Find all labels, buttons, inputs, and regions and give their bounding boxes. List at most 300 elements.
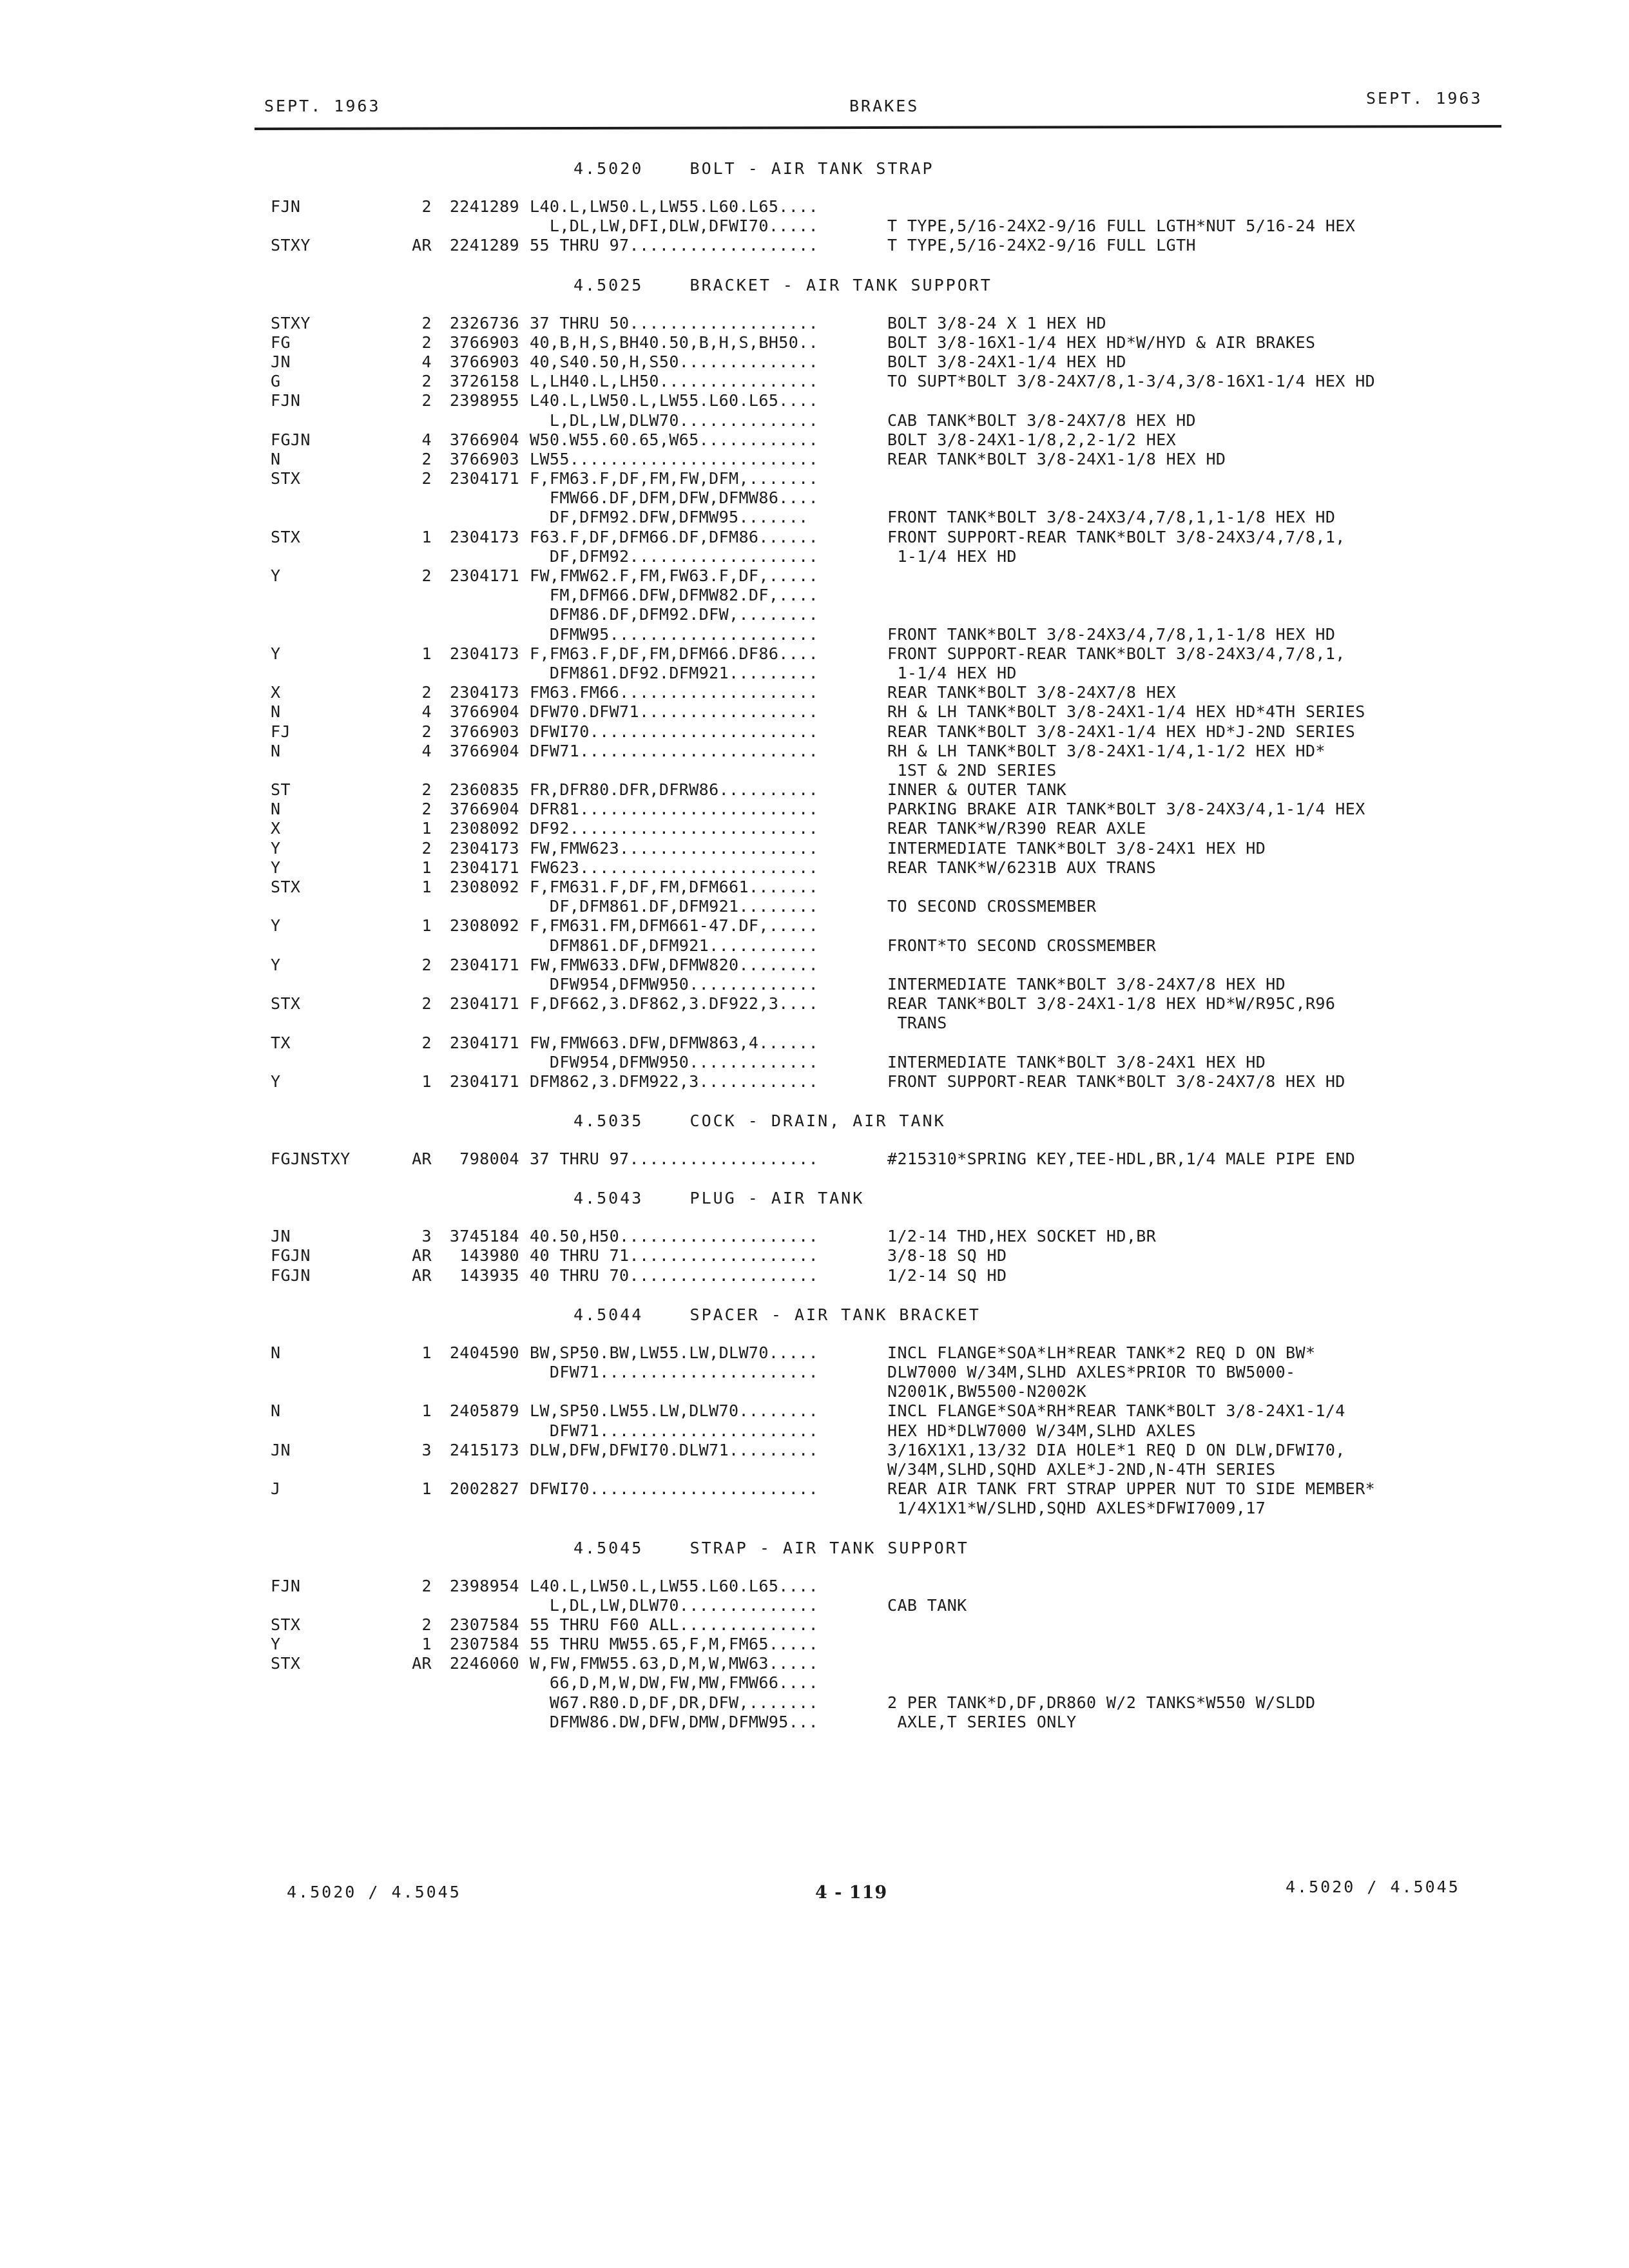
- part-description: [887, 197, 1480, 216]
- part-row: [271, 819, 1495, 838]
- part-description: BOLT 3/8-24 X 1 HEX HD: [887, 313, 1106, 332]
- quantity: 2: [421, 566, 432, 585]
- part-description: INCL FLANGE*SOA*LH*REAR TANK*2 REQ D ON BW*: [887, 1343, 1316, 1362]
- model-codes: [271, 488, 390, 508]
- part-number: 2304171: [449, 566, 519, 585]
- part-description: CAB TANK*BOLT 3/8-24X7/8 HEX HD: [887, 410, 1196, 430]
- applicable-models: [530, 1014, 887, 1033]
- model-codes: [271, 1713, 390, 1732]
- model-codes: [271, 1421, 390, 1441]
- quantity: [390, 625, 432, 644]
- column-gap: [519, 702, 530, 722]
- part-row: [271, 450, 1495, 469]
- applicable-models: [530, 761, 887, 780]
- part-row: [271, 1401, 1495, 1421]
- column-gap: [519, 644, 530, 664]
- part-row: [271, 1460, 1495, 1479]
- part-description: REAR TANK*W/6231B AUX TRANS: [887, 858, 1157, 877]
- model-codes: [271, 1363, 390, 1382]
- part-row: [271, 566, 1495, 586]
- header-rule: [255, 125, 1501, 130]
- part-description: [887, 391, 1480, 410]
- column-gap: [519, 839, 530, 858]
- column-gap: [519, 197, 530, 216]
- model-codes: FJN: [271, 197, 301, 216]
- applicable-models: L,LH40.L,LH50................: [530, 372, 819, 391]
- part-number: 2241289: [449, 197, 519, 216]
- applicable-models: L40.L,LW50.L,LW55.L60.L65....: [530, 391, 819, 410]
- model-codes: [271, 625, 390, 644]
- model-codes: N: [271, 702, 281, 722]
- column-gap: [519, 566, 530, 586]
- quantity: 2: [421, 332, 432, 352]
- applicable-models: 40.50,H50....................: [530, 1227, 819, 1246]
- quantity: 4: [421, 430, 432, 449]
- model-codes: [271, 664, 390, 683]
- column-gap: [519, 1460, 530, 1479]
- part-description: [887, 1673, 1480, 1693]
- part-row: [271, 391, 1495, 410]
- quantity: 4: [421, 702, 432, 722]
- part-description: T TYPE,5/16-24X2-9/16 FULL LGTH: [887, 236, 1196, 255]
- quantity: 1: [421, 1635, 432, 1654]
- applicable-models: L40.L,LW50.L,LW55.L60.L65....: [530, 197, 819, 216]
- part-row: [271, 800, 1495, 819]
- applicable-models: F,FM63.F,DF,FM,FW,DFM,.......: [530, 469, 819, 488]
- quantity: [390, 1014, 432, 1033]
- part-number: 2405879: [449, 1401, 519, 1421]
- applicable-models: L,DL,LW,DLW70..............: [530, 410, 819, 430]
- part-description: REAR AIR TANK FRT STRAP UPPER NUT TO SIDE MEMBER*: [887, 1479, 1376, 1499]
- part-number: 2308092: [449, 916, 519, 936]
- part-number: [432, 586, 519, 605]
- part-number: 2307584: [449, 1635, 519, 1654]
- model-codes: [271, 975, 390, 994]
- part-row: [271, 216, 1495, 236]
- section-title: 4.5044 SPACER - AIR TANK BRACKET: [574, 1305, 981, 1324]
- catalog-section: [271, 1532, 1495, 1745]
- column-gap: [519, 956, 530, 975]
- column-gap: [519, 800, 530, 819]
- part-row: [271, 878, 1495, 897]
- part-number: [432, 625, 519, 644]
- part-description: [887, 1033, 1480, 1053]
- catalog-section: [271, 1298, 1495, 1532]
- model-codes: STXY: [271, 313, 311, 332]
- part-row: [271, 1596, 1495, 1615]
- applicable-models: FW623........................: [530, 858, 819, 877]
- part-description: INTERMEDIATE TANK*BOLT 3/8-24X7/8 HEX HD: [887, 974, 1286, 994]
- model-codes: [271, 1460, 390, 1479]
- column-gap: [519, 488, 530, 508]
- quantity: [390, 586, 432, 605]
- model-codes: [271, 1673, 390, 1693]
- model-codes: Y: [271, 838, 281, 858]
- part-row: [271, 1382, 1495, 1401]
- applicable-models: 55 THRU F60 ALL..............: [530, 1615, 819, 1634]
- part-number: 3766903: [449, 449, 519, 468]
- quantity: [390, 897, 432, 916]
- part-description: 3/8-18 SQ HD: [887, 1246, 1007, 1265]
- section-gap: [271, 1169, 1495, 1182]
- part-number: 3766904: [449, 800, 519, 819]
- model-codes: N: [271, 1343, 281, 1362]
- quantity: 2: [421, 994, 432, 1014]
- column-gap: [519, 450, 530, 469]
- section-title: 4.5020 BOLT - AIR TANK STRAP: [574, 159, 934, 178]
- applicable-models: DFMW86.DW,DFW,DMW,DFMW95...: [530, 1712, 819, 1731]
- quantity: [390, 1693, 432, 1713]
- applicable-models: FMW66.DF,DFM,DFW,DFMW86....: [530, 488, 819, 508]
- column-gap: [519, 605, 530, 624]
- model-codes: X: [271, 819, 281, 838]
- section-title: 4.5025 BRACKET - AIR TANK SUPPORT: [574, 275, 992, 294]
- page-number: 4 - 119: [815, 1883, 888, 1903]
- column-gap: [519, 1421, 530, 1441]
- part-row: [271, 1363, 1495, 1382]
- quantity: 1: [421, 1343, 432, 1362]
- model-codes: FJN: [271, 391, 301, 410]
- column-gap: [519, 916, 530, 936]
- part-number: [432, 411, 519, 430]
- part-description: INTERMEDIATE TANK*BOLT 3/8-24X1 HEX HD: [887, 838, 1266, 858]
- applicable-models: DFM862,3.DFM922,3............: [530, 1072, 819, 1091]
- part-row: [271, 333, 1495, 352]
- part-number: [432, 1421, 519, 1441]
- column-gap: [519, 1014, 530, 1033]
- model-codes: ST: [271, 780, 291, 800]
- part-number: 3745184: [449, 1227, 519, 1246]
- column-gap: [519, 1382, 530, 1401]
- model-codes: N: [271, 741, 281, 760]
- part-description: FRONT SUPPORT-REAR TANK*BOLT 3/8-24X3/4,7/8,1,: [887, 644, 1345, 663]
- part-description: 2 PER TANK*D,DF,DR860 W/2 TANKS*W550 W/SLDD: [887, 1693, 1316, 1712]
- column-gap: [519, 994, 530, 1014]
- part-row: [271, 1635, 1495, 1654]
- part-number: 2360835: [449, 780, 519, 800]
- model-codes: [271, 897, 390, 916]
- quantity: 1: [421, 527, 432, 546]
- part-number: [432, 1053, 519, 1072]
- applicable-models: 66,D,M,W,DW,FW,MW,FMW66....: [530, 1673, 819, 1693]
- part-row: [271, 722, 1495, 742]
- part-description: 1ST & 2ND SERIES: [887, 760, 1057, 780]
- part-number: 2304171: [449, 1033, 519, 1052]
- model-codes: FG: [271, 332, 291, 352]
- model-codes: FJN: [271, 1576, 301, 1595]
- part-description: 1-1/4 HEX HD: [887, 663, 1017, 682]
- part-number: 2304173: [449, 838, 519, 858]
- part-description: REAR TANK*W/R390 REAR AXLE: [887, 819, 1146, 838]
- part-description: T TYPE,5/16-24X2-9/16 FULL LGTH*NUT 5/16-24 HEX: [887, 216, 1356, 236]
- part-row: [271, 1033, 1495, 1053]
- model-codes: X: [271, 683, 281, 702]
- quantity: [390, 216, 432, 236]
- column-gap: [519, 858, 530, 878]
- column-gap: [519, 683, 530, 702]
- part-row: [271, 1053, 1495, 1072]
- model-codes: [271, 1053, 390, 1072]
- column-gap: [519, 897, 530, 916]
- part-description: 3/16X1X1,13/32 DIA HOLE*1 REQ D ON DLW,DFWI70,: [887, 1440, 1345, 1459]
- part-row: [271, 1499, 1495, 1518]
- column-gap: [519, 547, 530, 566]
- part-description: TO SECOND CROSSMEMBER: [887, 897, 1097, 916]
- column-gap: [519, 1053, 530, 1072]
- column-gap: [519, 1673, 530, 1693]
- quantity: [390, 547, 432, 566]
- part-number: 2304173: [449, 527, 519, 546]
- applicable-models: DFW954,DFMW950.............: [530, 1052, 819, 1072]
- part-description: [887, 1635, 1480, 1654]
- quantity: 2: [421, 469, 432, 488]
- part-row: [271, 488, 1495, 508]
- column-gap: [519, 314, 530, 333]
- part-number: [432, 936, 519, 956]
- column-gap: [519, 352, 530, 372]
- part-number: [432, 547, 519, 566]
- quantity: 2: [421, 722, 432, 741]
- column-gap: [519, 1479, 530, 1499]
- part-number: 2304171: [449, 858, 519, 877]
- applicable-models: 37 THRU 50...................: [530, 313, 819, 332]
- part-number: [432, 1499, 519, 1518]
- quantity: [390, 975, 432, 994]
- part-description: N2001K,BW5500-N2002K: [887, 1382, 1087, 1401]
- part-number: 2415173: [449, 1440, 519, 1459]
- section-gap: [271, 1091, 1495, 1104]
- model-codes: [271, 1499, 390, 1518]
- part-number: 2246060: [449, 1654, 519, 1673]
- part-number: 3766903: [449, 722, 519, 741]
- part-number: 3766903: [449, 352, 519, 371]
- applicable-models: FW,FMW663.DFW,DFMW863,4......: [530, 1033, 819, 1052]
- model-codes: J: [271, 1479, 281, 1499]
- part-row: [271, 547, 1495, 566]
- column-gap: [519, 878, 530, 897]
- part-description: #215310*SPRING KEY,TEE-HDL,BR,1/4 MALE PIPE END: [887, 1149, 1356, 1169]
- quantity: [390, 1713, 432, 1732]
- part-description: FRONT SUPPORT-REAR TANK*BOLT 3/8-24X7/8 HEX HD: [887, 1072, 1345, 1091]
- model-codes: FGJN: [271, 1265, 311, 1285]
- column-gap: [519, 625, 530, 644]
- quantity: 1: [421, 878, 432, 896]
- section-gap: [271, 256, 1495, 269]
- header-date-right: SEPT. 1963: [1366, 89, 1483, 108]
- catalog-section: [271, 152, 1495, 269]
- applicable-models: DF,DFM92.DFW,DFMW95.......: [530, 508, 809, 527]
- column-gap: [519, 216, 530, 236]
- applicable-models: [530, 1460, 887, 1479]
- section-gap: [271, 1732, 1495, 1745]
- part-description: BOLT 3/8-16X1-1/4 HEX HD*W/HYD & AIR BRAKES: [887, 332, 1316, 352]
- part-description: REAR TANK*BOLT 3/8-24X1-1/8 HEX HD: [887, 449, 1226, 468]
- quantity: 2: [421, 1576, 432, 1595]
- part-description: [887, 469, 1480, 488]
- quantity: 2: [421, 1615, 432, 1634]
- quantity: AR: [412, 1149, 432, 1169]
- catalog-section: [271, 269, 1495, 1105]
- part-row: [271, 1149, 1495, 1169]
- quantity: 2: [421, 197, 432, 216]
- column-gap: [519, 333, 530, 352]
- part-description: 1-1/4 HEX HD: [887, 546, 1017, 566]
- part-description: INNER & OUTER TANK: [887, 780, 1067, 800]
- part-number: 2308092: [449, 878, 519, 896]
- part-description: [887, 878, 1480, 897]
- model-codes: [271, 1596, 390, 1615]
- column-gap: [519, 1033, 530, 1053]
- part-description: W/34M,SLHD,SQHD AXLE*J-2ND,N-4TH SERIES: [887, 1459, 1276, 1479]
- applicable-models: DF,DFM92...................: [530, 546, 819, 566]
- part-row: [271, 702, 1495, 722]
- column-gap: [519, 1499, 530, 1518]
- applicable-models: FW,FMW633.DFW,DFMW820........: [530, 955, 819, 974]
- applicable-models: F,FM631.F,DF,FM,DFM661.......: [530, 878, 819, 896]
- applicable-models: FW,FMW62.F,FM,FW63.F,DF,.....: [530, 566, 819, 585]
- model-codes: [271, 216, 390, 236]
- quantity: 2: [421, 800, 432, 819]
- part-description: REAR TANK*BOLT 3/8-24X7/8 HEX: [887, 683, 1177, 702]
- header-date-left: SEPT. 1963: [264, 97, 381, 115]
- part-row: [271, 372, 1495, 391]
- model-codes: FGJNSTXY: [271, 1149, 351, 1169]
- column-gap: [519, 372, 530, 391]
- part-description: FRONT*TO SECOND CROSSMEMBER: [887, 936, 1157, 955]
- part-description: AXLE,T SERIES ONLY: [887, 1712, 1077, 1731]
- applicable-models: L,DL,LW,DLW70..............: [530, 1595, 819, 1615]
- model-codes: TX: [271, 1033, 291, 1052]
- part-number: 798004: [459, 1149, 519, 1169]
- column-gap: [519, 1654, 530, 1673]
- part-row: [271, 352, 1495, 372]
- model-codes: [271, 1693, 390, 1713]
- model-codes: N: [271, 449, 281, 468]
- part-number: [432, 1382, 519, 1401]
- quantity: 2: [421, 838, 432, 858]
- column-gap: [519, 1577, 530, 1596]
- column-gap: [519, 761, 530, 780]
- part-number: [432, 488, 519, 508]
- applicable-models: FW,FMW623....................: [530, 838, 819, 858]
- part-number: 2326736: [449, 313, 519, 332]
- quantity: [390, 1421, 432, 1441]
- part-row: [271, 1693, 1495, 1713]
- part-number: 2304173: [449, 683, 519, 702]
- quantity: [390, 1460, 432, 1479]
- part-number: 2002827: [449, 1479, 519, 1499]
- part-number: 3766903: [449, 332, 519, 352]
- part-row: [271, 936, 1495, 956]
- part-row: [271, 780, 1495, 800]
- column-gap: [519, 1149, 530, 1169]
- part-number: [432, 761, 519, 780]
- parts-list: [271, 152, 1495, 1745]
- applicable-models: 40 THRU 71...................: [530, 1246, 819, 1265]
- part-number: 3766904: [449, 702, 519, 722]
- model-codes: Y: [271, 916, 281, 936]
- applicable-models: 55 THRU 97...................: [530, 236, 819, 255]
- applicable-models: F,DF662,3.DF862,3.DF922,3....: [530, 994, 819, 1014]
- part-description: FRONT TANK*BOLT 3/8-24X3/4,7/8,1,1-1/8 HEX HD: [887, 624, 1336, 644]
- part-number: 2304171: [449, 469, 519, 488]
- applicable-models: DFW71......................: [530, 1363, 819, 1381]
- applicable-models: FM,DFM66.DFW,DFMW82.DF,....: [530, 586, 819, 605]
- quantity: 1: [421, 819, 432, 838]
- part-number: [432, 1596, 519, 1615]
- quantity: [390, 488, 432, 508]
- part-row: [271, 508, 1495, 527]
- part-row: [271, 897, 1495, 916]
- quantity: [390, 761, 432, 780]
- footer-range-left: 4.5020 / 4.5045: [287, 1883, 461, 1901]
- column-gap: [519, 1635, 530, 1654]
- footer-range-right: 4.5020 / 4.5045: [1286, 1878, 1460, 1896]
- applicable-models: DLW,DFW,DFWI70.DLW71.........: [530, 1440, 819, 1459]
- part-number: 2398955: [449, 391, 519, 410]
- model-codes: [271, 547, 390, 566]
- quantity: AR: [412, 1246, 432, 1265]
- applicable-models: L40.L,LW50.L,LW55.L60.L65....: [530, 1576, 819, 1595]
- model-codes: STXY: [271, 236, 311, 255]
- quantity: 1: [421, 1479, 432, 1499]
- column-gap: [519, 1266, 530, 1285]
- model-codes: Y: [271, 1072, 281, 1091]
- applicable-models: 40,B,H,S,BH40.50,B,H,S,BH50..: [530, 332, 819, 352]
- applicable-models: F,FM63.F,DF,FM,DFM66.DF86....: [530, 644, 819, 663]
- part-number: 143980: [459, 1246, 519, 1265]
- quantity: 1: [421, 1401, 432, 1421]
- part-description: [887, 1615, 1480, 1635]
- model-codes: Y: [271, 644, 281, 663]
- part-number: 2304173: [449, 644, 519, 663]
- column-gap: [519, 508, 530, 527]
- model-codes: JN: [271, 1440, 291, 1459]
- part-description: RH & LH TANK*BOLT 3/8-24X1-1/4 HEX HD*4TH SERIES: [887, 702, 1365, 722]
- quantity: 2: [421, 1033, 432, 1052]
- applicable-models: DFWI70.......................: [530, 1479, 819, 1499]
- applicable-models: W50.W55.60.65,W65............: [530, 430, 819, 449]
- column-gap: [519, 1343, 530, 1363]
- part-row: [271, 1654, 1495, 1673]
- part-row: [271, 236, 1495, 255]
- part-number: 2398954: [449, 1576, 519, 1595]
- part-description: PARKING BRAKE AIR TANK*BOLT 3/8-24X3/4,1-1/4 HEX: [887, 800, 1365, 819]
- part-row: [271, 1227, 1495, 1246]
- model-codes: N: [271, 1401, 281, 1421]
- part-description: [887, 586, 1480, 605]
- model-codes: FJ: [271, 722, 291, 741]
- part-description: TRANS: [887, 1014, 947, 1033]
- part-row: [271, 605, 1495, 624]
- model-codes: STX: [271, 878, 301, 896]
- part-description: [887, 605, 1480, 624]
- part-description: REAR TANK*BOLT 3/8-24X1-1/8 HEX HD*W/R95C,R96: [887, 994, 1336, 1014]
- part-row: [271, 314, 1495, 333]
- applicable-models: 40 THRU 70...................: [530, 1265, 819, 1285]
- column-gap: [519, 722, 530, 742]
- part-number: 3726158: [449, 372, 519, 391]
- model-codes: [271, 1014, 390, 1033]
- part-number: 2304171: [449, 1072, 519, 1091]
- part-number: 2308092: [449, 819, 519, 838]
- part-description: 1/2-14 SQ HD: [887, 1265, 1007, 1285]
- column-gap: [519, 780, 530, 800]
- part-number: [432, 975, 519, 994]
- column-gap: [519, 391, 530, 410]
- quantity: 3: [421, 1227, 432, 1246]
- part-row: [271, 742, 1495, 761]
